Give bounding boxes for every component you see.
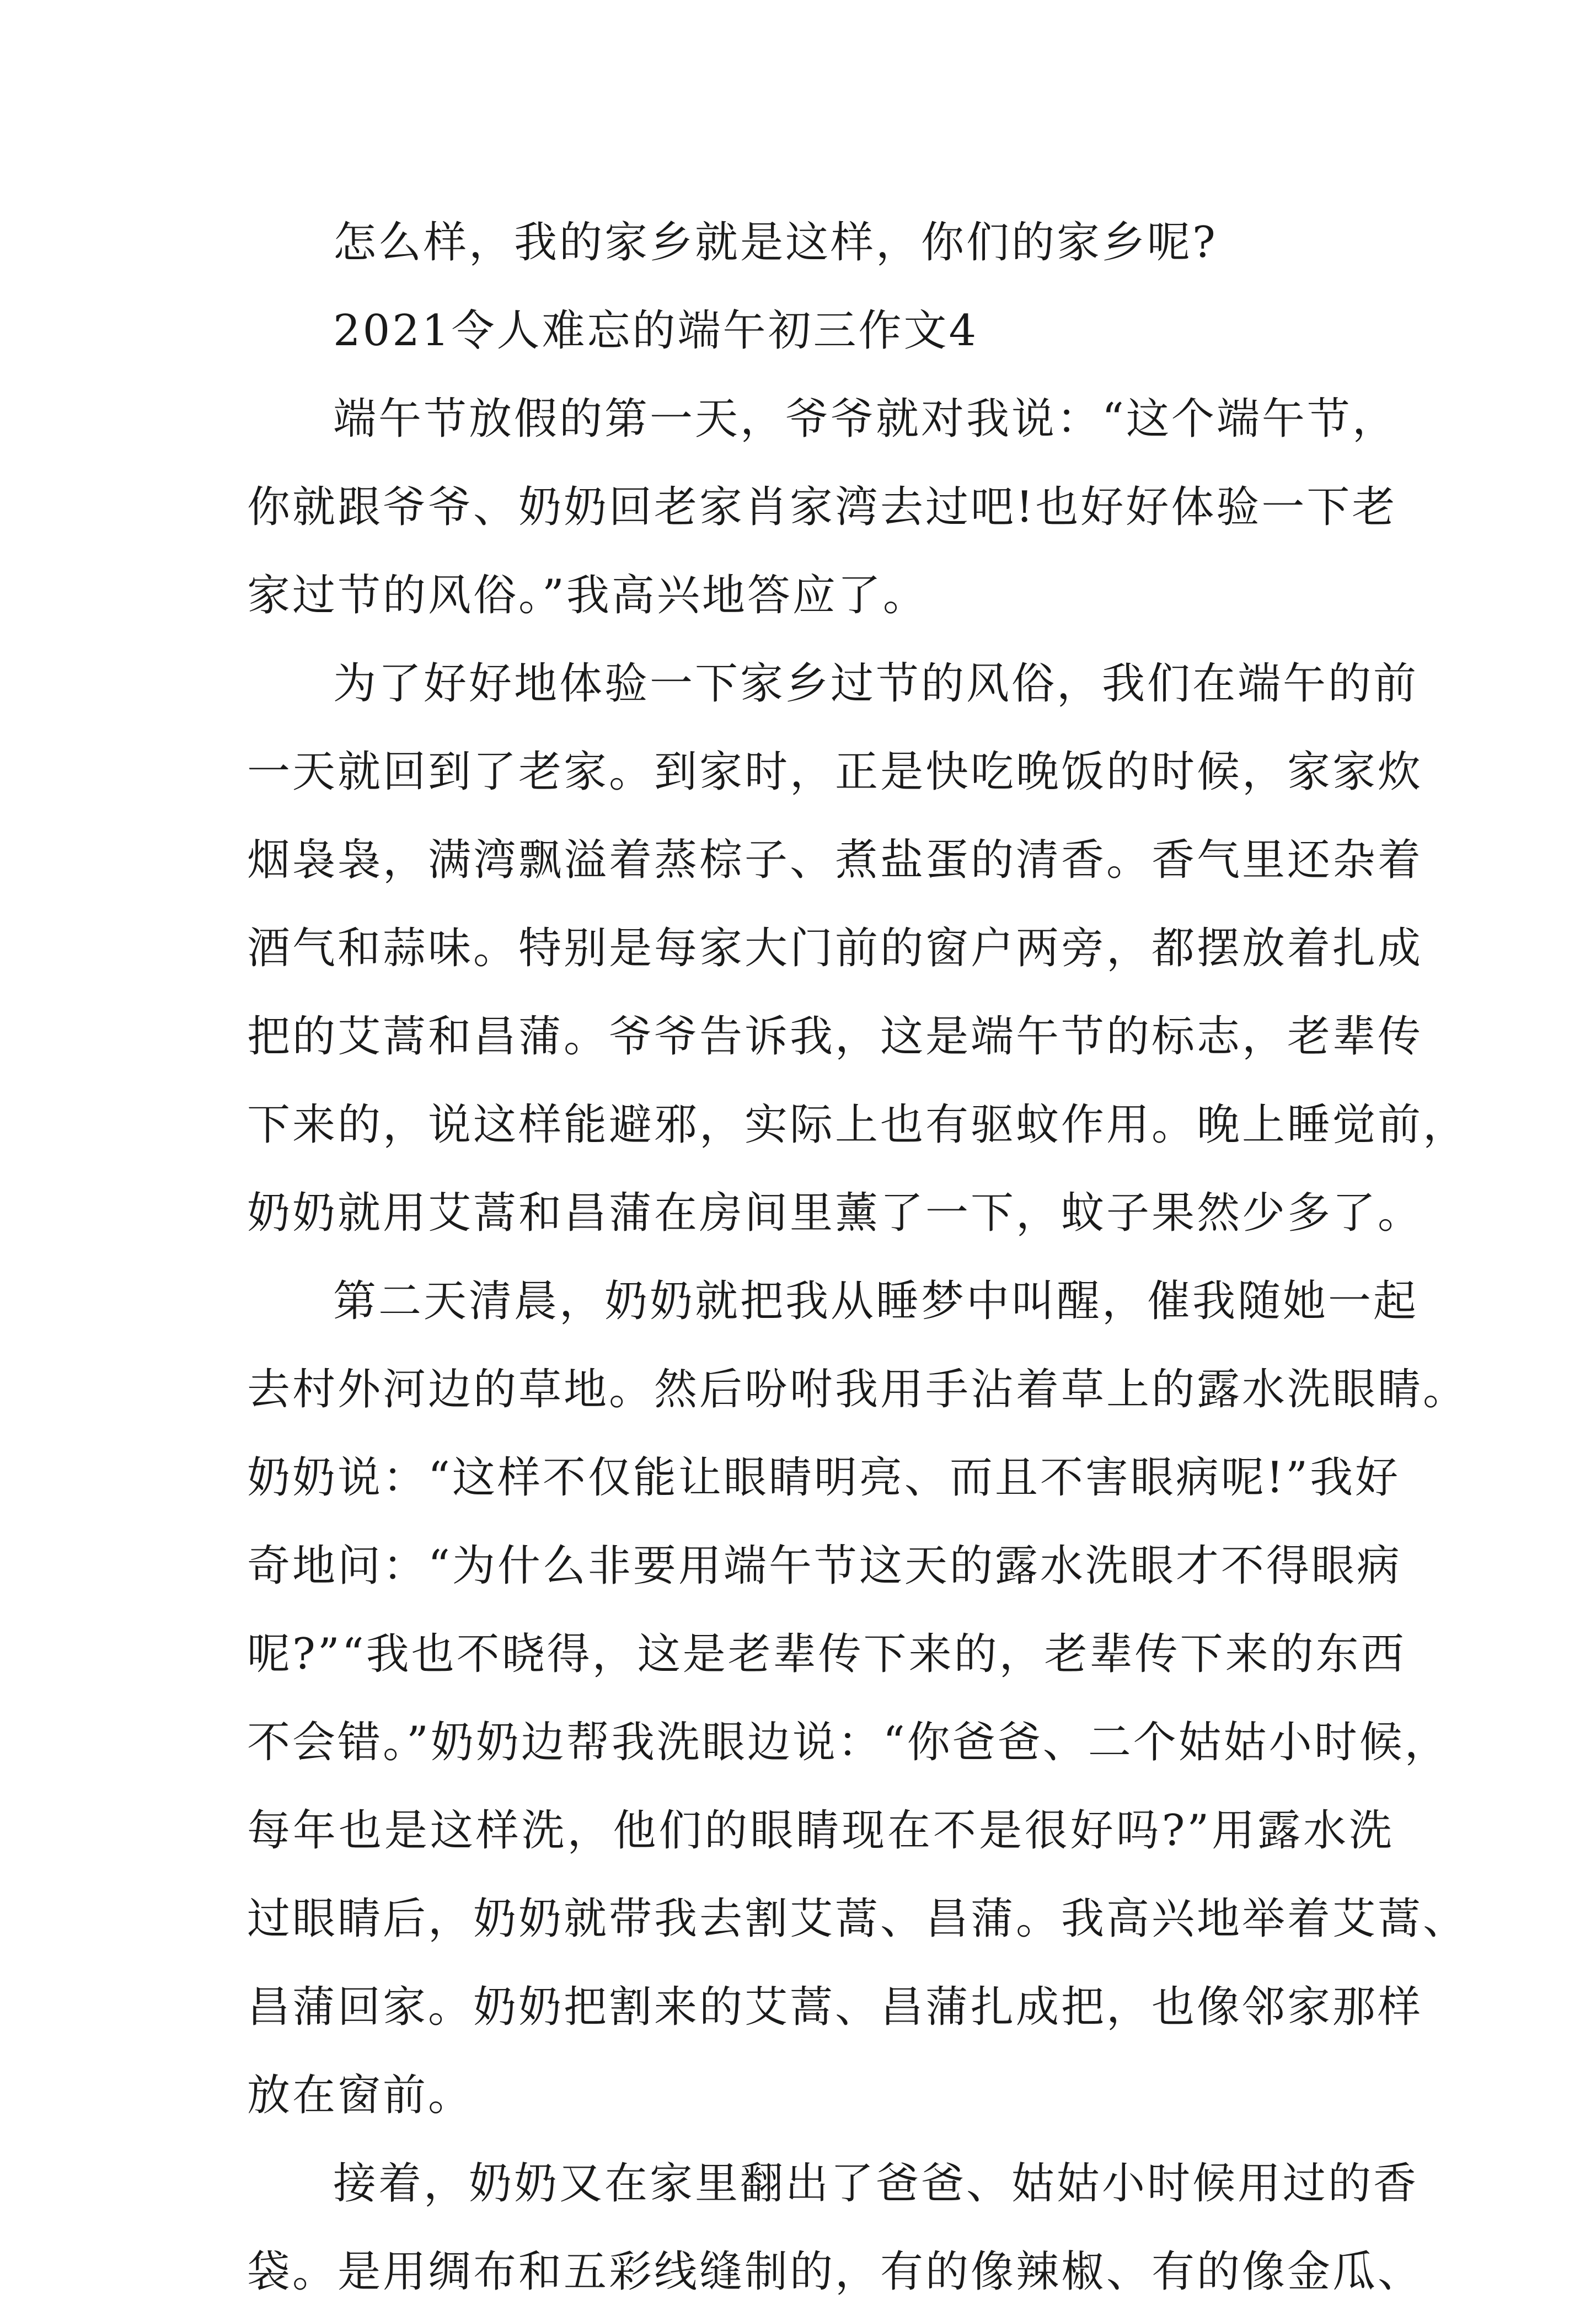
paragraph-line: 放在窗前。 (247, 2071, 474, 2120)
paragraph-line: 过眼睛后，奶奶就带我去割艾蒿、昌蒲。我高兴地举着艾蒿、 (247, 1894, 1469, 1944)
paragraph-line: 烟袅袅，满湾飘溢着蒸棕子、煮盐蛋的清香。香气里还杂着 (247, 835, 1423, 885)
paragraph-line: 第二天清晨，奶奶就把我从睡梦中叫醒，催我随她一起 (333, 1277, 1419, 1326)
paragraph-line: 每年也是这样洗，他们的眼睛现在不是很好吗?”用露水洗 (247, 1806, 1394, 1856)
paragraph-line: 接着，奶奶又在家里翻出了爸爸、姑姑小时候用过的香 (333, 2159, 1419, 2208)
paragraph-line: 下来的，说这样能避邪，实际上也有驱蚊作用。晚上睡觉前， (247, 1100, 1469, 1150)
paragraph-line: 奇地问：“为什么非要用端午节这天的露水洗眼才不得眼病 (247, 1541, 1402, 1591)
paragraph-line: 酒气和蒜味。特别是每家大门前的窗户两旁，都摆放着扎成 (247, 924, 1423, 973)
paragraph-line: 为了好好地体验一下家乡过节的风俗，我们在端午的前 (333, 659, 1419, 709)
paragraph-line: 呢?”“我也不晓得，这是老辈传下来的，老辈传下来的东西 (247, 1629, 1406, 1679)
paragraph-line: 不会错。”奶奶边帮我洗眼边说：“你爸爸、二个姑姑小时候， (247, 1718, 1450, 1767)
paragraph-line: 奶奶就用艾蒿和昌蒲在房间里薰了一下，蚊子果然少多了。 (247, 1188, 1423, 1238)
paragraph-line: 奶奶说：“这样不仅能让眼睛明亮、而且不害眼病呢!”我好 (247, 1453, 1401, 1503)
paragraph-line: 你就跟爷爷、奶奶回老家肖家湾去过吧!也好好体验一下老 (247, 482, 1397, 532)
paragraph-line: 昌蒲回家。奶奶把割来的艾蒿、昌蒲扎成把，也像邻家那样 (247, 1982, 1423, 2032)
paragraph-line: 一天就回到了老家。到家时，正是快吃晚饭的时候，家家炊 (247, 747, 1423, 797)
essay-title: 2021令人难忘的端午初三作文4 (333, 306, 979, 356)
paragraph-line: 把的艾蒿和昌蒲。爷爷告诉我，这是端午节的标志，老辈传 (247, 1012, 1423, 1062)
paragraph-line: 去村外河边的草地。然后吩咐我用手沾着草上的露水洗眼睛。 (247, 1365, 1469, 1414)
paragraph-line: 家过节的风俗。”我高兴地答应了。 (247, 571, 928, 620)
paragraph-line: 怎么样，我的家乡就是这样，你们的家乡呢? (333, 218, 1218, 267)
paragraph-line: 端午节放假的第一天，爷爷就对我说：“这个端午节， (333, 394, 1397, 444)
essay-body (247, 199, 1469, 2316)
paragraph-line: 袋。是用绸布和五彩线缝制的，有的像辣椒、有的像金瓜、 (247, 2247, 1423, 2297)
